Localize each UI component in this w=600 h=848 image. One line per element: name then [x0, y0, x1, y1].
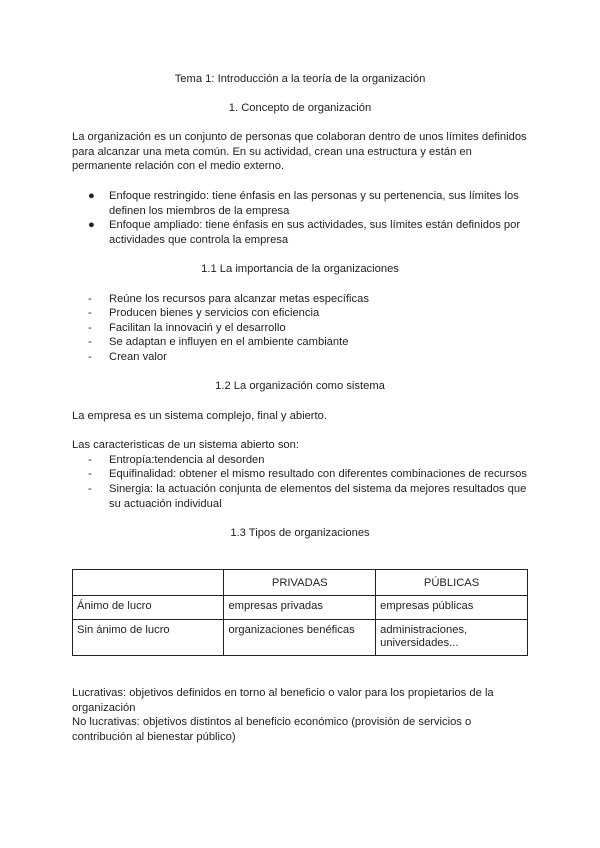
list-item-text: Entropía:tendencia al desorden	[109, 454, 265, 466]
dash-marker: -	[88, 351, 92, 363]
list-item-text: Facilitan la innovaciń y el desarrollo	[109, 322, 286, 334]
note-lucrativas: Lucrativas: objetivos definidos en torno al beneficio o valor para los propietarios de la organización	[72, 687, 494, 714]
dash-marker: -	[88, 483, 92, 495]
bullet-icon: ●	[88, 190, 95, 202]
table-row	[73, 620, 528, 656]
list-item-text: Equifinalidad: obtener el mismo resultado con diferentes combinaciones de recursos	[109, 468, 527, 480]
dash-marker: -	[88, 307, 92, 319]
table-row	[73, 596, 528, 620]
list-item-text: Producen bienes y servicios con eficiencia	[109, 307, 320, 319]
table-header-cell	[73, 570, 224, 596]
organization-types-table	[72, 569, 528, 656]
bullet-text: Enfoque restringido: tiene énfasis en las personas y su pertenencia, sus límites los definen los miembros de la empresa	[109, 190, 519, 217]
table-header-cell: PÚBLICAS	[376, 570, 528, 596]
document-title: Tema 1: Introducción a la teoría de la organización	[174, 73, 426, 85]
dash-marker: -	[88, 454, 92, 466]
bullet-icon: ●	[88, 219, 95, 231]
section-1-3-heading: 1.3 Tipos de organizaciones	[230, 527, 370, 539]
table-header-cell: PRIVADAS	[224, 570, 376, 596]
table-cell: Sin ánimo de lucro	[73, 620, 224, 656]
bullet-text: Enfoque ampliado: tiene énfasis en sus actividades, sus límites están definidos por actividades que controla la empresa	[109, 219, 521, 246]
dash-marker: -	[88, 336, 92, 348]
list-item-text: Sinergia: la actuación conjunta de elementos del sistema da mejores resultados que su actuación individual	[109, 483, 527, 510]
note-no-lucrativas: No lucrativas: objetivos distintos al beneficio económico (provisión de servicios o contribución al bienestar público)	[72, 716, 472, 743]
dash-marker: -	[88, 468, 92, 480]
list-item-text: Reúne los recursos para alcanzar metas específicas	[109, 293, 369, 305]
table-cell: Ánimo de lucro	[73, 596, 224, 620]
list-item-text: Crean valor	[109, 351, 167, 363]
table-cell: empresas privadas	[224, 596, 376, 620]
section-1-2-intro: Las caracteristicas de un sistema abierto son:	[72, 439, 299, 451]
table-header-row	[73, 570, 528, 596]
list-item-text: Se adaptan e influyen en el ambiente cambiante	[109, 336, 349, 348]
section-1-heading: 1. Concepto de organización	[228, 102, 372, 114]
section-1-paragraph: La organización es un conjunto de personas que colaboran dentro de unos límites definidos para alcanzar una meta común. En su actividad, crean una estructura y están en permanente relación con el medio externo.	[72, 131, 527, 172]
table-cell: empresas públicas	[376, 596, 528, 620]
dash-marker: -	[88, 293, 92, 305]
table-cell: organizaciones benéficas	[224, 620, 376, 656]
table-cell: administraciones, universidades...	[376, 620, 528, 656]
section-1-2-heading: 1.2 La organización como sistema	[215, 380, 385, 392]
section-1-2-paragraph: La empresa es un sistema complejo, final y abierto.	[72, 410, 327, 422]
section-1-1-heading: 1.1 La importancia de la organizaciones	[201, 263, 399, 275]
dash-marker: -	[88, 322, 92, 334]
